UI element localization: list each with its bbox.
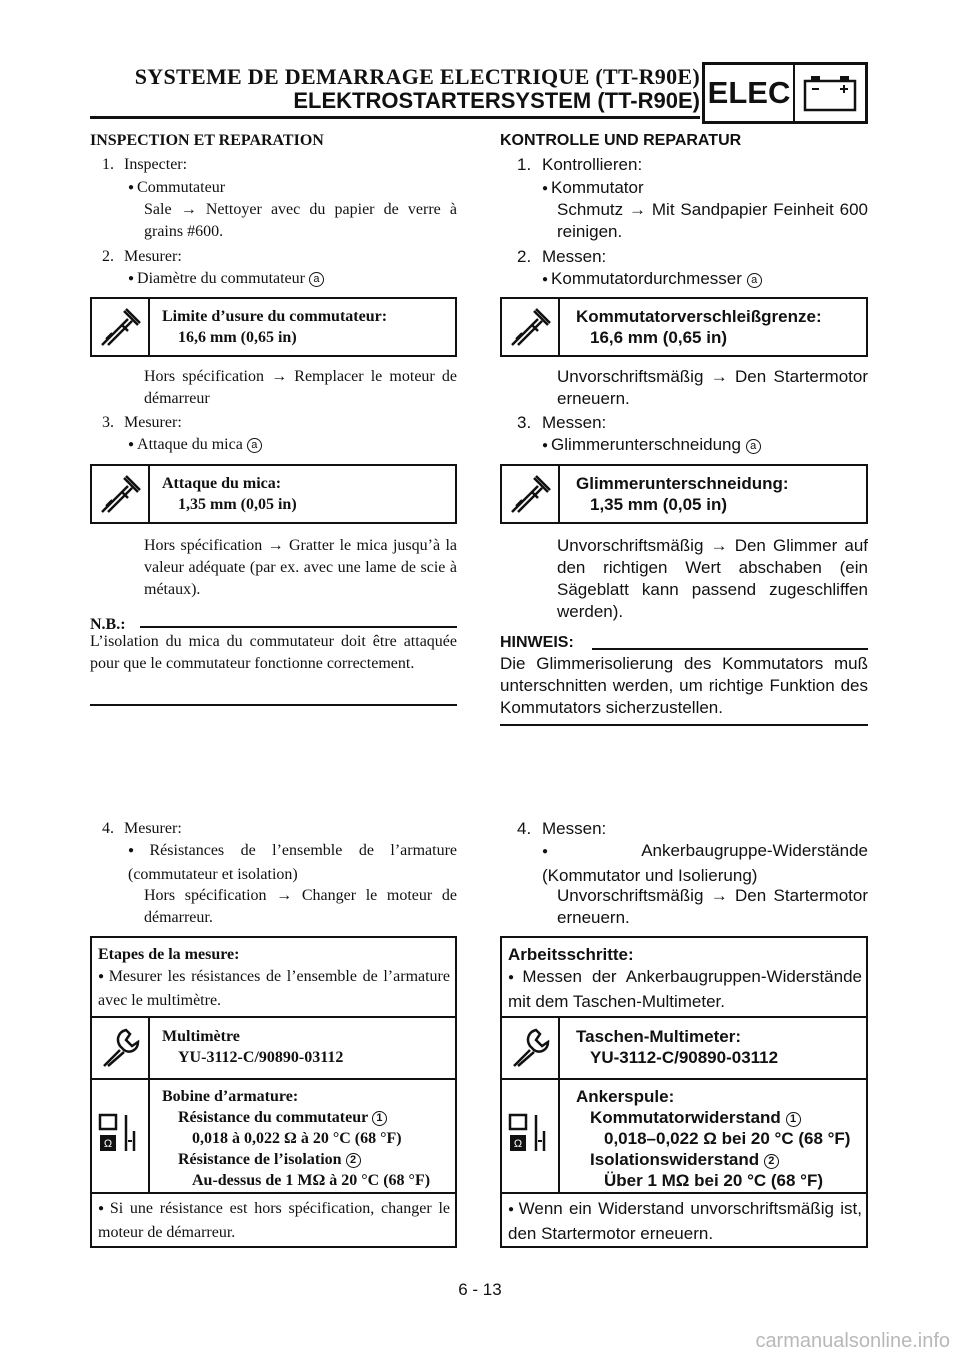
note-text: Die Glimmerisolierung des Kommutators muß unterschnitten werden, um richtige Funktion des Kommutators sicherzustellen.: [500, 654, 868, 717]
step-2-text: Hors spécification → Remplacer le moteur de démarreur: [144, 368, 457, 407]
multimeter-icon: [92, 1080, 150, 1192]
spec-value: 1,35 mm (0,05 in): [178, 496, 297, 513]
step-1-label: Inspecter:: [124, 156, 188, 173]
step-3-bullet: [128, 434, 262, 458]
resistance-row: [92, 1078, 455, 1192]
step-4-bullet: [128, 840, 457, 886]
spec-title: Kommutatorverschleißgrenze:: [576, 307, 822, 326]
step-2-text: Unvorschriftsmäßig → Den Startermotor erneuern.: [557, 367, 868, 408]
french-column: [90, 0, 457, 1358]
page-number: 6 - 13: [458, 1280, 502, 1299]
measurement-table: [90, 936, 457, 1248]
step-4-label: Messen:: [542, 819, 607, 838]
step-3-text: Unvorschriftsmäßig → Den Glimmer auf den richtigen Wert abschaben (ein Sägeblatt kann passend zugeschliffen werden).: [557, 536, 868, 621]
table-step-text: Mesurer les résistances de l’ensemble de l’armature avec le multimètre.: [98, 968, 450, 1009]
step-3-text: Hors spécification → Gratter le mica jusqu’à la valeur adéquate (par ex. avec une lame de scie à métaux).: [144, 537, 457, 598]
step-3-bullet: [542, 434, 761, 459]
note-end-rule: [500, 724, 868, 726]
note-rule: [140, 626, 457, 628]
german-column: [500, 0, 868, 1358]
spec-box-mica: [500, 464, 868, 524]
action-text: Si une résistance est hors spécification, changer le moteur de démarreur.: [98, 1200, 450, 1241]
marker-2: 2: [346, 1153, 361, 1168]
step-1-bullet: [128, 177, 225, 201]
step-4-bullet: [542, 840, 868, 887]
spec-box-mica: [90, 464, 457, 524]
spec-box-wear-limit: [90, 297, 457, 357]
step-2-label: Mesurer:: [124, 248, 182, 265]
step-2-bullet: [128, 268, 324, 292]
spec-value: 1,35 mm (0,05 in): [590, 495, 728, 514]
table-title: Arbeitsschritte:: [508, 945, 634, 964]
resistance-1-value: 0,018 à 0,022 Ω à 20 °C (68 °F): [192, 1130, 402, 1147]
step-4-number: 4.: [517, 819, 532, 838]
section-title-fr: SYSTEME DE DEMARRAGE ELECTRIQUE (TT-R90E): [134, 64, 700, 89]
caliper-icon: [502, 466, 560, 522]
spec-title: Glimmerunterschneidung:: [576, 474, 789, 493]
step-1-number: 1.: [517, 155, 532, 174]
svg-text:Ω: Ω: [513, 1138, 523, 1150]
caliper-icon: [92, 299, 150, 355]
resistance-2-label: [590, 1149, 779, 1171]
resistance-1-text: Résistance du commutateur: [178, 1109, 368, 1126]
marker-1: 1: [786, 1112, 801, 1127]
commutator-diameter-item: Kommutatordurchmesser: [551, 269, 742, 288]
coil-label: Ankerspule:: [576, 1087, 675, 1106]
step-4-text: Hors spécification → Changer le moteur de démarreur.: [144, 887, 457, 926]
tool-name: Taschen-Multimeter:: [576, 1027, 741, 1046]
action-bullet: [508, 1198, 862, 1245]
tool-code: YU-3112-C/90890-03112: [590, 1048, 779, 1067]
marker-2: 2: [764, 1154, 779, 1169]
table-step: [98, 966, 450, 1012]
marker-1: 1: [372, 1111, 387, 1126]
resistance-1-text: Kommutatorwiderstand: [590, 1108, 781, 1127]
note-label: HINWEIS:: [500, 634, 574, 651]
note-text: L’isolation du mica du commutateur doit être attaquée pour que le commutateur fonctionne correctement.: [90, 633, 457, 672]
step-2-number: 2.: [517, 247, 532, 266]
resistance-2-label: [178, 1149, 361, 1171]
resistance-1-value: 0,018–0,022 Ω bei 20 °C (68 °F): [604, 1129, 851, 1148]
wrench-icon: [502, 1018, 560, 1078]
step-1-number: 1.: [102, 156, 114, 173]
action-row: [502, 1192, 866, 1246]
table-step-text: Messen der Ankerbaugruppen-Widerstände mit dem Taschen-Multimeter.: [508, 967, 862, 1011]
armature-resistance-item: Résistances de l’ensemble de l’armature (commutateur et isolation): [128, 842, 457, 883]
caliper-icon: [92, 466, 150, 522]
step-4-number: 4.: [102, 820, 114, 837]
coil-label: Bobine d’armature:: [162, 1088, 299, 1105]
spec-value: 16,6 mm (0,65 in): [590, 328, 728, 347]
action-row: [92, 1192, 455, 1246]
resistance-2-text: Résistance de l’isolation: [178, 1151, 342, 1168]
resistance-2-value: Au-dessus de 1 MΩ à 20 °C (68 °F): [192, 1172, 431, 1189]
spec-title: Limite d’usure du commutateur:: [162, 308, 388, 325]
step-3-number: 3.: [102, 414, 114, 431]
resistance-2-value: Über 1 MΩ bei 20 °C (68 °F): [604, 1171, 823, 1190]
wrench-icon: [92, 1018, 150, 1078]
commutator-item: Commutateur: [137, 179, 226, 196]
heading-inspection: INSPECTION ET REPARATION: [90, 132, 324, 149]
step-2-bullet: [542, 268, 762, 293]
tool-name: Multimètre: [162, 1028, 240, 1045]
watermark: carmanualsonline.info: [755, 1330, 950, 1352]
caliper-icon: [502, 299, 560, 355]
resistance-row: [502, 1078, 866, 1192]
tool-code: YU-3112-C/90890-03112: [178, 1049, 344, 1066]
spec-value: 16,6 mm (0,65 in): [178, 329, 297, 346]
commutator-item: Kommutator: [551, 178, 644, 197]
step-2-number: 2.: [102, 248, 114, 265]
step-1-text: Sale → Nettoyer avec du papier de verre à grains #600.: [144, 201, 457, 240]
marker-a: a: [309, 272, 324, 287]
tool-row: [92, 1016, 455, 1078]
note-end-rule: [90, 704, 457, 706]
table-title: Etapes de la mesure:: [98, 946, 240, 963]
mica-undercut-item: Glimmerunterschneidung: [551, 435, 741, 454]
marker-a: a: [746, 439, 761, 454]
elec-badge-label: ELEC: [705, 65, 795, 121]
resistance-1-label: [178, 1107, 387, 1129]
mica-undercut-item: Attaque du mica: [137, 436, 243, 453]
step-3-number: 3.: [517, 413, 532, 432]
step-4-text: Unvorschriftsmäßig → Den Startermotor erneuern.: [557, 886, 868, 927]
action-text: Wenn ein Widerstand unvorschriftsmäßig ist, den Startermotor erneuern.: [508, 1199, 862, 1243]
step-2-label: Messen:: [542, 247, 607, 266]
svg-text:Ω: Ω: [103, 1138, 113, 1150]
note-rule: [592, 648, 868, 650]
note-label: N.B.:: [90, 616, 126, 633]
measurement-table: [500, 936, 868, 1248]
resistance-2-text: Isolationswiderstand: [590, 1150, 760, 1169]
heading-kontrolle: KONTROLLE UND REPARATUR: [500, 132, 742, 149]
multimeter-icon: [502, 1080, 560, 1192]
commutator-diameter-item: Diamètre du commutateur: [137, 270, 305, 287]
marker-a: a: [747, 273, 762, 288]
step-1-text: Schmutz → Mit Sandpapier Feinheit 600 reinigen.: [557, 200, 868, 241]
step-3-label: Messen:: [542, 413, 607, 432]
armature-resistance-item: Ankerbaugruppe-Widerstände (Kommutator und Isolierung): [542, 841, 868, 885]
action-bullet: [98, 1198, 450, 1244]
section-title-de: ELEKTROSTARTERSYSTEM (TT-R90E): [293, 88, 700, 113]
table-step: [508, 966, 862, 1013]
resistance-1-label: [590, 1107, 801, 1129]
spec-box-wear-limit: [500, 297, 868, 357]
tool-row: [502, 1016, 866, 1078]
step-1-label: Kontrollieren:: [542, 155, 643, 174]
step-3-label: Mesurer:: [124, 414, 182, 431]
step-4-label: Mesurer:: [124, 820, 182, 837]
marker-a: a: [247, 438, 262, 453]
spec-title: Attaque du mica:: [162, 475, 282, 492]
